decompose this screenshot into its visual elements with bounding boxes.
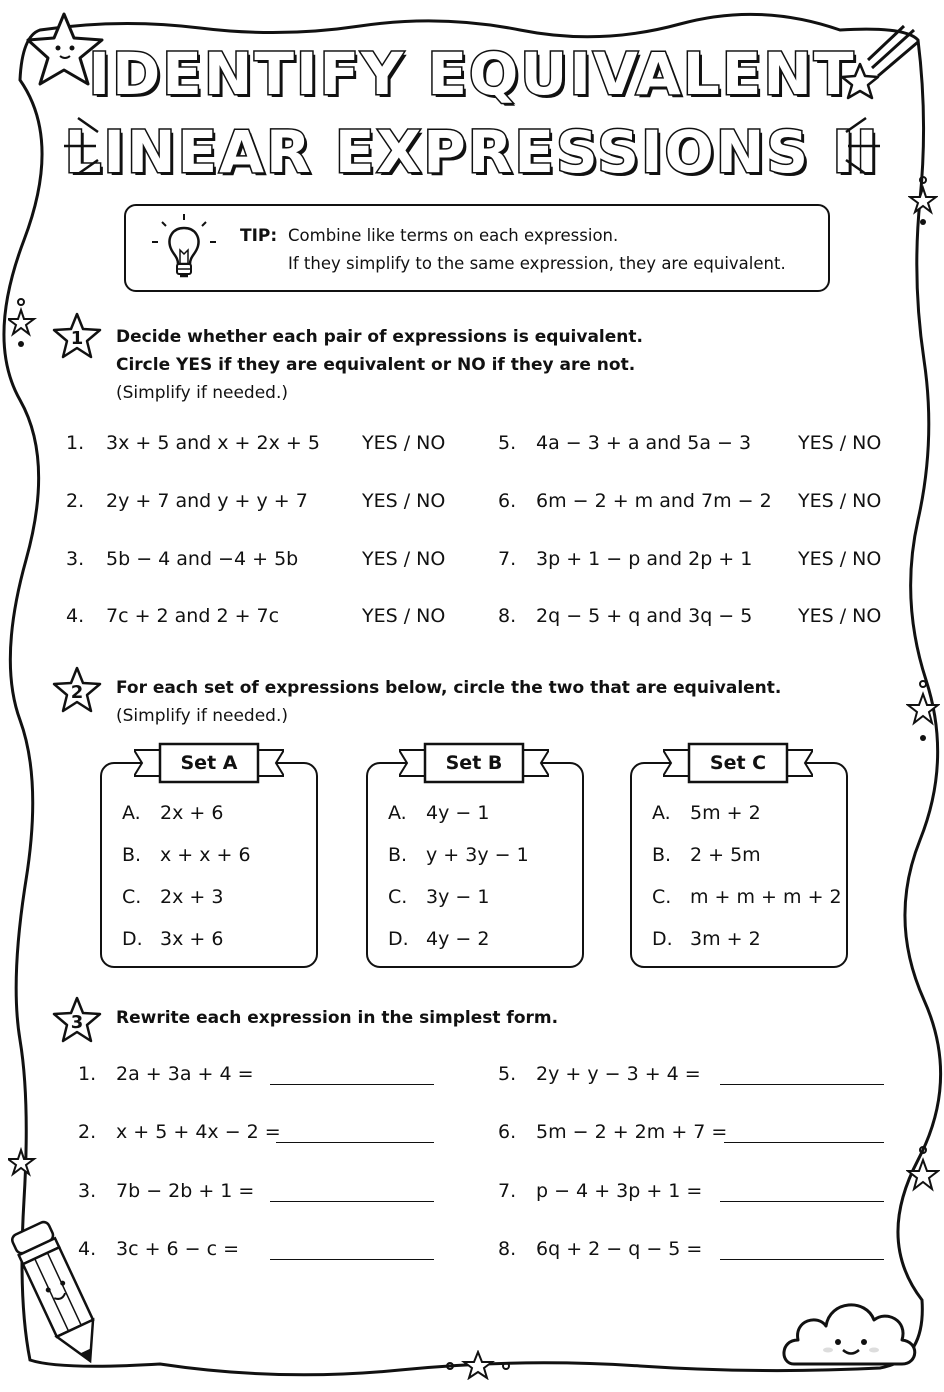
- section2-note: (Simplify if needed.): [116, 706, 288, 726]
- item-number: 2.: [66, 490, 85, 512]
- option-expression[interactable]: m + m + m + 2: [690, 886, 842, 908]
- option-expression[interactable]: x + x + 6: [160, 844, 251, 866]
- section-number: 2: [70, 682, 84, 703]
- tip-text-line2: If they simplify to the same expression, they are equivalent.: [288, 254, 786, 273]
- item-number: 6.: [498, 1121, 517, 1143]
- expression-pair: 3x + 5 and x + 2x + 5: [106, 432, 320, 454]
- page-title-line2: LINEAR EXPRESSIONS II: [64, 118, 880, 186]
- star-icon: [8, 298, 38, 358]
- item-number: 1.: [66, 432, 85, 454]
- section2-instruction: For each set of expressions below, circle the two that are equivalent.: [116, 678, 782, 698]
- option-expression[interactable]: 2x + 6: [160, 802, 224, 824]
- option-expression[interactable]: 2x + 3: [160, 886, 224, 908]
- item-number: 5.: [498, 432, 517, 454]
- option-letter: D.: [652, 928, 673, 950]
- item-number: 7.: [498, 1180, 517, 1202]
- option-letter: B.: [388, 844, 408, 866]
- item-number: 8.: [498, 605, 517, 627]
- item-number: 8.: [498, 1238, 517, 1260]
- option-expression[interactable]: y + 3y − 1: [426, 844, 529, 866]
- option-expression[interactable]: 3y − 1: [426, 886, 490, 908]
- option-letter: B.: [652, 844, 672, 866]
- option-letter: B.: [122, 844, 142, 866]
- option-expression[interactable]: 3m + 2: [690, 928, 761, 950]
- expression: 2y + y − 3 + 4 =: [536, 1063, 701, 1085]
- section-number: 1: [70, 328, 84, 349]
- option-letter: C.: [388, 886, 408, 908]
- section-number: 3: [70, 1012, 84, 1033]
- item-number: 5.: [498, 1063, 517, 1085]
- pencil-icon: [8, 1212, 108, 1372]
- page-title-line1: IDENTIFY EQUIVALENT: [88, 40, 856, 108]
- expression-pair: 5b − 4 and −4 + 5b: [106, 548, 299, 570]
- answer-line[interactable]: [720, 1201, 884, 1202]
- lightbulb-icon: [152, 214, 216, 284]
- star-icon: [8, 1146, 38, 1186]
- tip-label: TIP:: [240, 226, 278, 246]
- yes-no-choice[interactable]: YES / NO: [798, 432, 882, 454]
- answer-line[interactable]: [276, 1142, 434, 1143]
- expression-pair: 3p + 1 − p and 2p + 1: [536, 548, 753, 570]
- option-expression[interactable]: 3x + 6: [160, 928, 224, 950]
- option-expression[interactable]: 4y − 1: [426, 802, 490, 824]
- answer-line[interactable]: [720, 1259, 884, 1260]
- item-number: 3.: [78, 1180, 97, 1202]
- sparkle-lines-right: [834, 110, 884, 180]
- expression: x + 5 + 4x − 2 =: [116, 1121, 281, 1143]
- expression: 6q + 2 − q − 5 =: [536, 1238, 703, 1260]
- star-icon: [444, 1350, 514, 1380]
- yes-no-choice[interactable]: YES / NO: [798, 548, 882, 570]
- answer-line[interactable]: [724, 1142, 884, 1143]
- option-letter: A.: [652, 802, 671, 824]
- tip-text-line1: Combine like terms on each expression.: [288, 226, 619, 245]
- yes-no-choice[interactable]: YES / NO: [362, 605, 446, 627]
- option-expression[interactable]: 4y − 2: [426, 928, 490, 950]
- expression-pair: 6m − 2 + m and 7m − 2: [536, 490, 772, 512]
- cloud-icon: [780, 1284, 920, 1372]
- yes-no-choice[interactable]: YES / NO: [362, 548, 446, 570]
- item-number: 7.: [498, 548, 517, 570]
- set-label: Set C: [709, 752, 767, 774]
- set-label: Set A: [180, 752, 238, 774]
- option-letter: C.: [652, 886, 672, 908]
- expression-pair: 2y + 7 and y + y + 7: [106, 490, 308, 512]
- expression: 7b − 2b + 1 =: [116, 1180, 255, 1202]
- yes-no-choice[interactable]: YES / NO: [362, 490, 446, 512]
- expression-pair: 7c + 2 and 2 + 7c: [106, 605, 280, 627]
- answer-line[interactable]: [270, 1259, 434, 1260]
- option-expression[interactable]: 2 + 5m: [690, 844, 761, 866]
- item-number: 4.: [66, 605, 85, 627]
- star-icon: [906, 1146, 940, 1206]
- tip-box: [124, 204, 830, 292]
- yes-no-choice[interactable]: YES / NO: [798, 490, 882, 512]
- option-letter: A.: [122, 802, 141, 824]
- section3-instruction: Rewrite each expression in the simplest form.: [116, 1008, 559, 1028]
- answer-line[interactable]: [270, 1201, 434, 1202]
- option-letter: A.: [388, 802, 407, 824]
- section1-instruction-2: Circle YES if they are equivalent or NO if they are not.: [116, 355, 636, 375]
- expression: p − 4 + 3p + 1 =: [536, 1180, 703, 1202]
- section1-note: (Simplify if needed.): [116, 383, 288, 403]
- yes-no-choice[interactable]: YES / NO: [798, 605, 882, 627]
- section1-instruction-1: Decide whether each pair of expressions is equivalent.: [116, 327, 643, 347]
- yes-no-choice[interactable]: YES / NO: [362, 432, 446, 454]
- item-number: 4.: [78, 1238, 97, 1260]
- item-number: 6.: [498, 490, 517, 512]
- set-label: Set B: [445, 752, 503, 774]
- answer-line[interactable]: [270, 1084, 434, 1085]
- star-icon: [906, 680, 940, 750]
- item-number: 2.: [78, 1121, 97, 1143]
- option-letter: D.: [388, 928, 409, 950]
- sparkle-lines-left: [60, 110, 110, 180]
- item-number: 1.: [78, 1063, 97, 1085]
- item-number: 3.: [66, 548, 85, 570]
- option-letter: C.: [122, 886, 142, 908]
- option-letter: D.: [122, 928, 143, 950]
- answer-line[interactable]: [720, 1084, 884, 1085]
- expression: 3c + 6 − c =: [116, 1238, 240, 1260]
- option-expression[interactable]: 5m + 2: [690, 802, 761, 824]
- expression-pair: 2q − 5 + q and 3q − 5: [536, 605, 753, 627]
- expression: 2a + 3a + 4 =: [116, 1063, 254, 1085]
- expression: 5m − 2 + 2m + 7 =: [536, 1121, 728, 1143]
- expression-pair: 4a − 3 + a and 5a − 3: [536, 432, 752, 454]
